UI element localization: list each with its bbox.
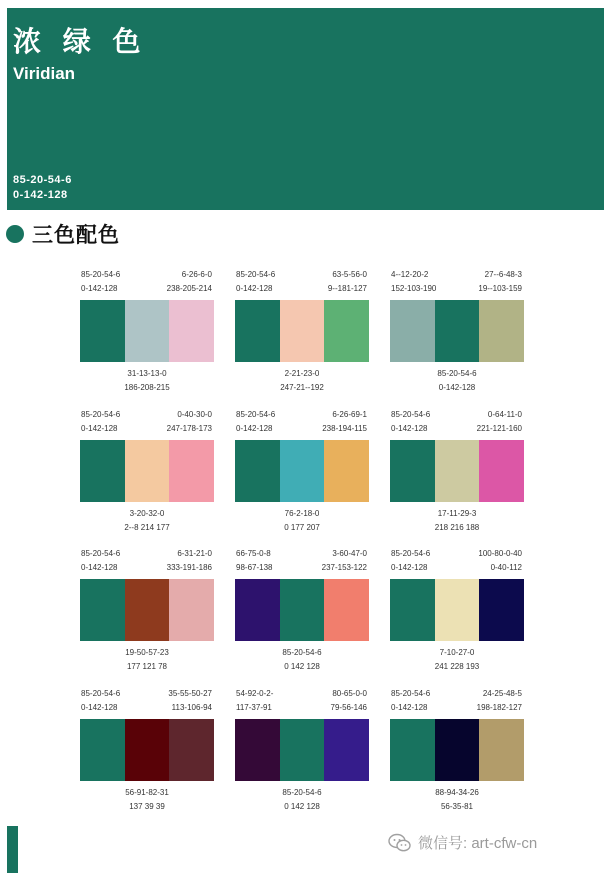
color-swatch-1 [80, 300, 125, 362]
right-rgb-label: 238-194-115 [322, 424, 367, 433]
middle-cmyk-label: 56-91-82-31 [125, 788, 169, 797]
right-cmyk-label: 24-25-48-5 [482, 689, 522, 698]
color-swatch-2 [435, 719, 480, 781]
left-rgb-label: 0-142-128 [236, 424, 273, 433]
right-cmyk-label: 0-40-30-0 [177, 410, 212, 419]
color-name-english: Viridian [13, 64, 76, 83]
color-swatch-1 [390, 440, 435, 502]
color-swatch-3 [324, 440, 369, 502]
right-cmyk-label: 6-26-69-1 [332, 410, 367, 419]
palette-card [390, 549, 524, 673]
swatch-strip [390, 440, 524, 502]
right-cmyk-label: 6-26-6-0 [181, 270, 212, 279]
left-rgb-label: 117-37-91 [236, 703, 272, 712]
right-rgb-label: 333-191-186 [166, 563, 212, 572]
color-swatch-2 [125, 719, 170, 781]
right-rgb-label: 238-205-214 [166, 284, 212, 293]
color-swatch-3 [479, 440, 524, 502]
left-rgb-label: 0-142-128 [81, 284, 118, 293]
right-rgb-label: 113-106-94 [171, 703, 212, 712]
middle-cmyk-label: 85-20-54-6 [282, 648, 322, 657]
color-swatch-1 [235, 579, 280, 641]
section-title: 三色配色 [32, 223, 120, 247]
color-swatch-3 [479, 719, 524, 781]
palette-card [80, 689, 214, 813]
middle-rgb-label: 0 142 128 [284, 662, 320, 671]
middle-cmyk-label: 17-11-29-3 [437, 509, 477, 518]
color-swatch-3 [324, 579, 369, 641]
palette-card [80, 270, 214, 394]
middle-cmyk-label: 76-2-18-0 [284, 509, 320, 518]
middle-rgb-label: 177 121 78 [126, 662, 168, 671]
color-swatch-1 [80, 719, 125, 781]
color-swatch-2 [125, 579, 170, 641]
swatch-strip [235, 579, 369, 641]
swatch-strip [235, 440, 369, 502]
middle-rgb-label: 241 228 193 [434, 662, 480, 671]
middle-rgb-label: 0-142-128 [438, 383, 476, 392]
left-rgb-label: 0-142-128 [81, 703, 118, 712]
palette-card [80, 410, 214, 534]
swatch-strip [235, 300, 369, 362]
color-swatch-3 [479, 300, 524, 362]
left-cmyk-label: 85-20-54-6 [81, 410, 121, 419]
color-swatch-2 [435, 579, 480, 641]
right-rgb-label: 9--181-127 [327, 284, 367, 293]
middle-rgb-label: 2--8 214 177 [124, 523, 170, 532]
left-rgb-label: 0-142-128 [391, 424, 428, 433]
left-rgb-label: 0-142-128 [81, 424, 118, 433]
bullet-dot-icon [6, 225, 24, 243]
color-swatch-3 [324, 300, 369, 362]
color-swatch-2 [125, 300, 170, 362]
palette-card [235, 689, 369, 813]
left-cmyk-label: 66-75-0-8 [236, 549, 271, 558]
right-cmyk-label: 63-5-56-0 [332, 270, 367, 279]
middle-cmyk-label: 85-20-54-6 [282, 788, 322, 797]
left-cmyk-label: 85-20-54-6 [391, 410, 431, 419]
palette-card [80, 549, 214, 673]
right-cmyk-label: 27--6-48-3 [484, 270, 522, 279]
color-swatch-1 [235, 440, 280, 502]
color-swatch-3 [169, 300, 214, 362]
color-swatch-3 [324, 719, 369, 781]
right-rgb-label: 79-56-146 [330, 703, 367, 712]
left-cmyk-label: 85-20-54-6 [391, 689, 431, 698]
color-swatch-2 [280, 579, 325, 641]
middle-cmyk-label: 7-10-27-0 [439, 648, 475, 657]
color-swatch-2 [280, 300, 325, 362]
swatch-strip [390, 719, 524, 781]
right-rgb-label: 19--103-159 [478, 284, 522, 293]
swatch-strip [80, 300, 214, 362]
wechat-icon [388, 833, 412, 853]
right-cmyk-label: 100-80-0-40 [478, 549, 522, 558]
watermark [388, 832, 537, 853]
swatch-strip [390, 579, 524, 641]
left-cmyk-label: 85-20-54-6 [391, 549, 431, 558]
palette-card [390, 410, 524, 534]
left-rgb-label: 152-103-190 [391, 284, 437, 293]
right-cmyk-label: 35-55-50-27 [168, 689, 212, 698]
left-rgb-label: 98-67-138 [236, 563, 273, 572]
left-cmyk-label: 85-20-54-6 [236, 410, 276, 419]
color-swatch-1 [390, 579, 435, 641]
left-cmyk-label: 85-20-54-6 [81, 549, 121, 558]
banner-cmyk-code: 85-20-54-6 [13, 174, 72, 186]
swatch-strip [80, 579, 214, 641]
left-rgb-label: 0-142-128 [391, 563, 428, 572]
color-swatch-2 [280, 719, 325, 781]
left-cmyk-label: 85-20-54-6 [81, 689, 121, 698]
color-swatch-2 [435, 300, 480, 362]
left-cmyk-label: 85-20-54-6 [81, 270, 121, 279]
middle-rgb-label: 218 216 188 [434, 523, 480, 532]
banner-rgb-code: 0-142-128 [13, 189, 68, 201]
right-cmyk-label: 80-65-0-0 [332, 689, 367, 698]
swatch-strip [80, 440, 214, 502]
section-header [6, 220, 120, 248]
middle-cmyk-label: 19-50-57-23 [125, 648, 169, 657]
color-swatch-1 [235, 719, 280, 781]
middle-rgb-label: 56-35-81 [440, 802, 474, 811]
middle-cmyk-label: 85-20-54-6 [437, 369, 477, 378]
right-rgb-label: 198-182-127 [476, 703, 522, 712]
color-swatch-3 [169, 579, 214, 641]
color-swatch-3 [169, 440, 214, 502]
palette-card [390, 270, 524, 394]
right-rgb-label: 247-178-173 [166, 424, 212, 433]
color-swatch-1 [390, 300, 435, 362]
left-rgb-label: 0-142-128 [236, 284, 273, 293]
right-cmyk-label: 6-31-21-0 [177, 549, 212, 558]
right-cmyk-label: 3-60-47-0 [332, 549, 367, 558]
color-swatch-1 [390, 719, 435, 781]
color-banner [7, 8, 604, 210]
footer-accent-bar [7, 826, 18, 873]
swatch-strip [235, 719, 369, 781]
left-rgb-label: 0-142-128 [391, 703, 428, 712]
right-rgb-label: 221-121-160 [476, 424, 522, 433]
middle-cmyk-label: 2-21-23-0 [284, 369, 320, 378]
color-swatch-3 [479, 579, 524, 641]
right-cmyk-label: 0-64-11-0 [487, 410, 522, 419]
swatch-strip [390, 300, 524, 362]
color-name-chinese: 浓 绿 色 [13, 25, 147, 58]
middle-rgb-label: 137 39 39 [129, 802, 165, 811]
color-swatch-1 [80, 440, 125, 502]
palette-card [235, 549, 369, 673]
color-swatch-2 [280, 440, 325, 502]
middle-rgb-label: 186-208-215 [124, 383, 170, 392]
color-swatch-2 [435, 440, 480, 502]
middle-cmyk-label: 88-94-34-26 [435, 788, 479, 797]
left-rgb-label: 0-142-128 [81, 563, 118, 572]
swatch-strip [80, 719, 214, 781]
middle-rgb-label: 247-21--192 [280, 383, 324, 392]
right-rgb-label: 0-40-112 [490, 563, 522, 572]
color-swatch-3 [169, 719, 214, 781]
left-cmyk-label: 85-20-54-6 [236, 270, 276, 279]
middle-cmyk-label: 31-13-13-0 [127, 369, 167, 378]
middle-cmyk-label: 3-20-32-0 [129, 509, 165, 518]
right-rgb-label: 237-153-122 [321, 563, 367, 572]
color-swatch-1 [235, 300, 280, 362]
left-cmyk-label: 4--12-20-2 [391, 270, 429, 279]
color-swatch-2 [125, 440, 170, 502]
color-swatch-1 [80, 579, 125, 641]
left-cmyk-label: 54-92-0-2- [236, 689, 274, 698]
palette-card [235, 270, 369, 394]
palette-card [235, 410, 369, 534]
middle-rgb-label: 0 142 128 [284, 802, 320, 811]
middle-rgb-label: 0 177 207 [284, 523, 320, 532]
palette-card [390, 689, 524, 813]
watermark-text: 微信号: art-cfw-cn [418, 835, 538, 852]
